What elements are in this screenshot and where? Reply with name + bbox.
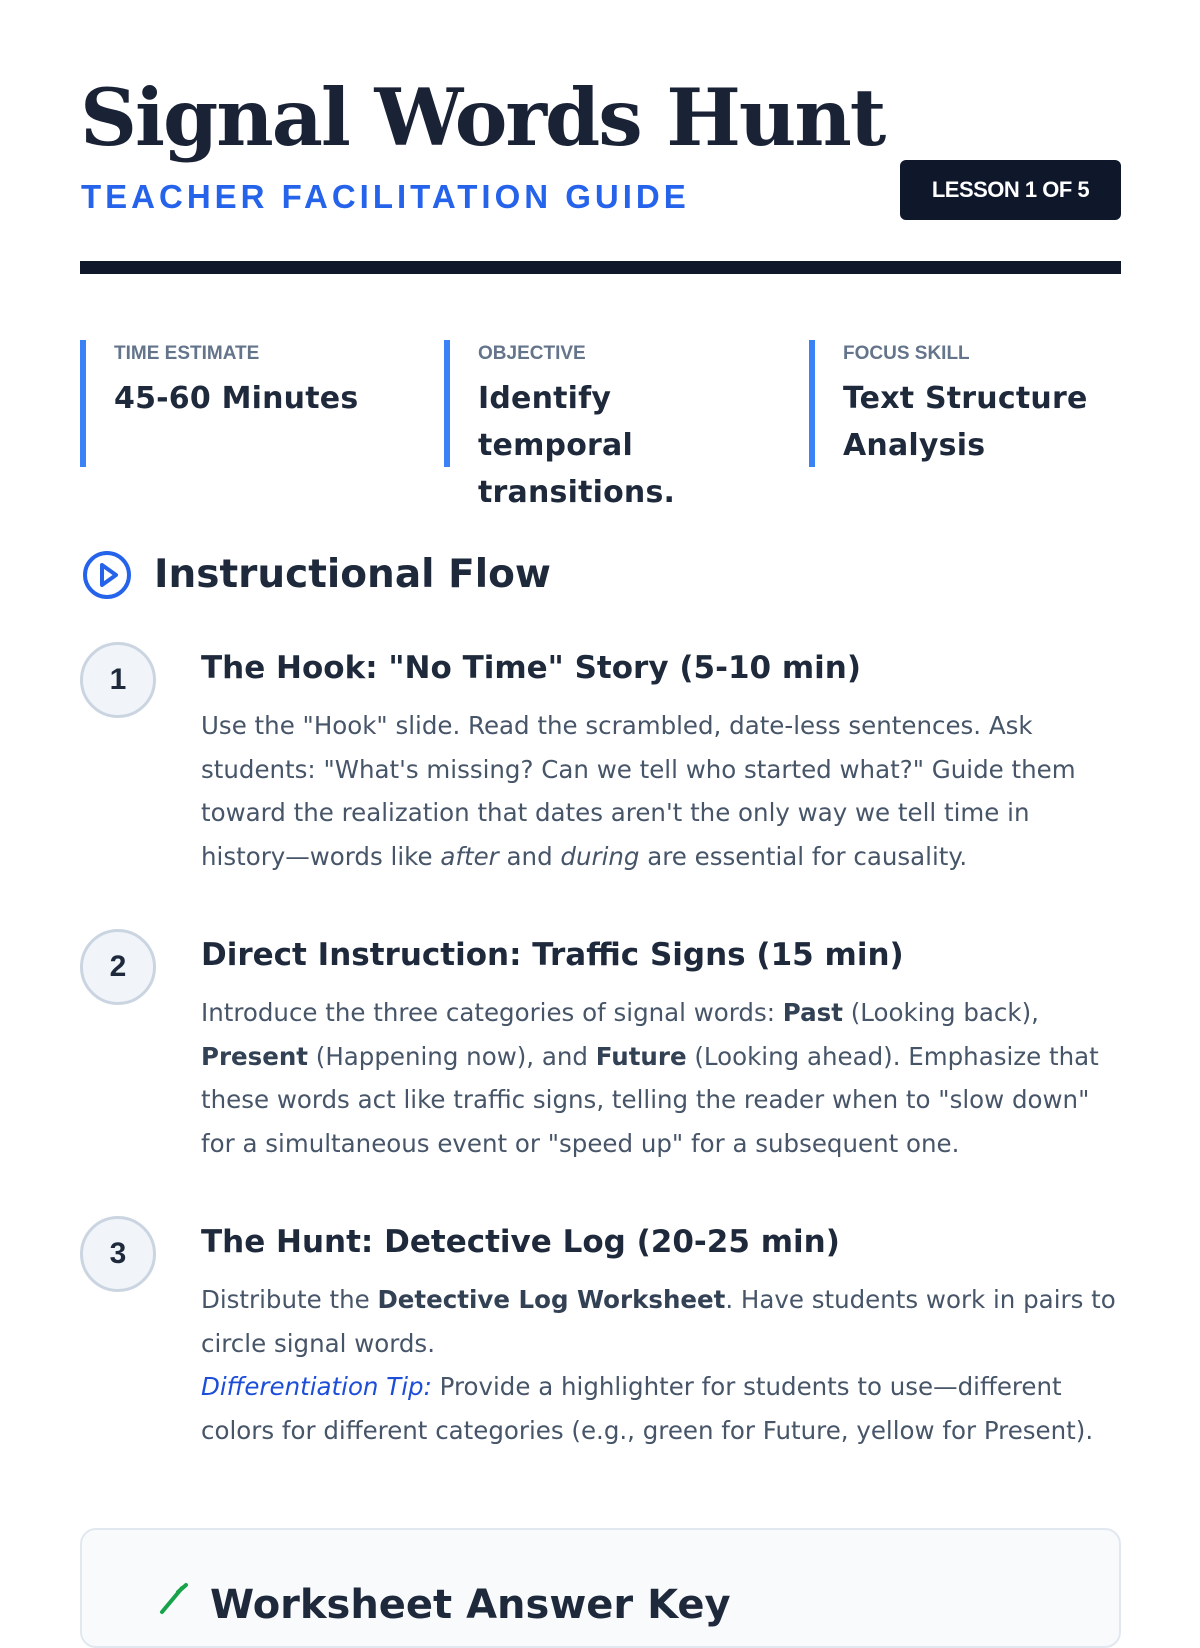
- step-description: Introduce the three categories of signal words: Past (Looking back), Present (Happening now), and Future (Looking ahead). Emphasize that these words act like traffic signs, telling the reader when to "slow down" for a simultaneous event or "speed up" for a subsequent one.: [201, 998, 1099, 1158]
- meta-label: OBJECTIVE: [478, 343, 586, 364]
- play-circle-icon: [81, 549, 133, 601]
- step-number: 3: [80, 1216, 156, 1292]
- emphasis-word: after: [440, 841, 499, 871]
- category-term: Future: [595, 1041, 687, 1071]
- lesson-badge: LESSON 1 OF 5: [900, 160, 1121, 220]
- step-description: Distribute the Detective Log Worksheet. Have students work in pairs to circle signal words. Differentiation Tip: Provide a highlighter for students to use—different colors for different categories (e.g., green for Future, yellow for Present).: [201, 1285, 1116, 1445]
- answer-key-title: Worksheet Answer Key: [210, 1582, 731, 1628]
- step-title: The Hook: "No Time" Story (5-10 min): [201, 650, 862, 686]
- step-title: Direct Instruction: Traffic Signs (15 min): [201, 937, 904, 973]
- worksheet-name: Detective Log Worksheet: [377, 1285, 726, 1314]
- differentiation-tip-label: Differentiation Tip:: [201, 1372, 432, 1401]
- step-number: 2: [80, 929, 156, 1005]
- meta-focus-skill: [809, 340, 1121, 467]
- step-description: Use the "Hook" slide. Read the scrambled, date-less sentences. Ask students: "What's missing? Can we tell who started what?" Guide them toward the realization that dates aren't the only way we tell time in history—words like after and during are essential for causality.: [201, 711, 1076, 871]
- answer-key-card: [80, 1528, 1121, 1648]
- meta-objective: [444, 340, 764, 510]
- section-title: Instructional Flow: [154, 552, 551, 597]
- step-number: 1: [80, 642, 156, 718]
- emphasis-word: during: [560, 841, 640, 871]
- meta-value: Identify temporal transitions.: [478, 381, 676, 510]
- page-title: Signal Words Hunt: [80, 71, 885, 164]
- meta-label: FOCUS SKILL: [843, 343, 970, 364]
- pencil-check-icon: [156, 1582, 194, 1620]
- header-divider: [80, 261, 1121, 274]
- category-term: Present: [201, 1041, 309, 1071]
- meta-label: TIME ESTIMATE: [114, 343, 260, 364]
- step-title: The Hunt: Detective Log (20-25 min): [201, 1224, 840, 1260]
- page-subtitle: TEACHER FACILITATION GUIDE: [81, 178, 690, 215]
- meta-value: Text Structure Analysis: [843, 381, 1088, 463]
- meta-value: 45-60 Minutes: [114, 381, 359, 416]
- meta-time-estimate: [80, 340, 400, 467]
- category-term: Past: [782, 998, 843, 1027]
